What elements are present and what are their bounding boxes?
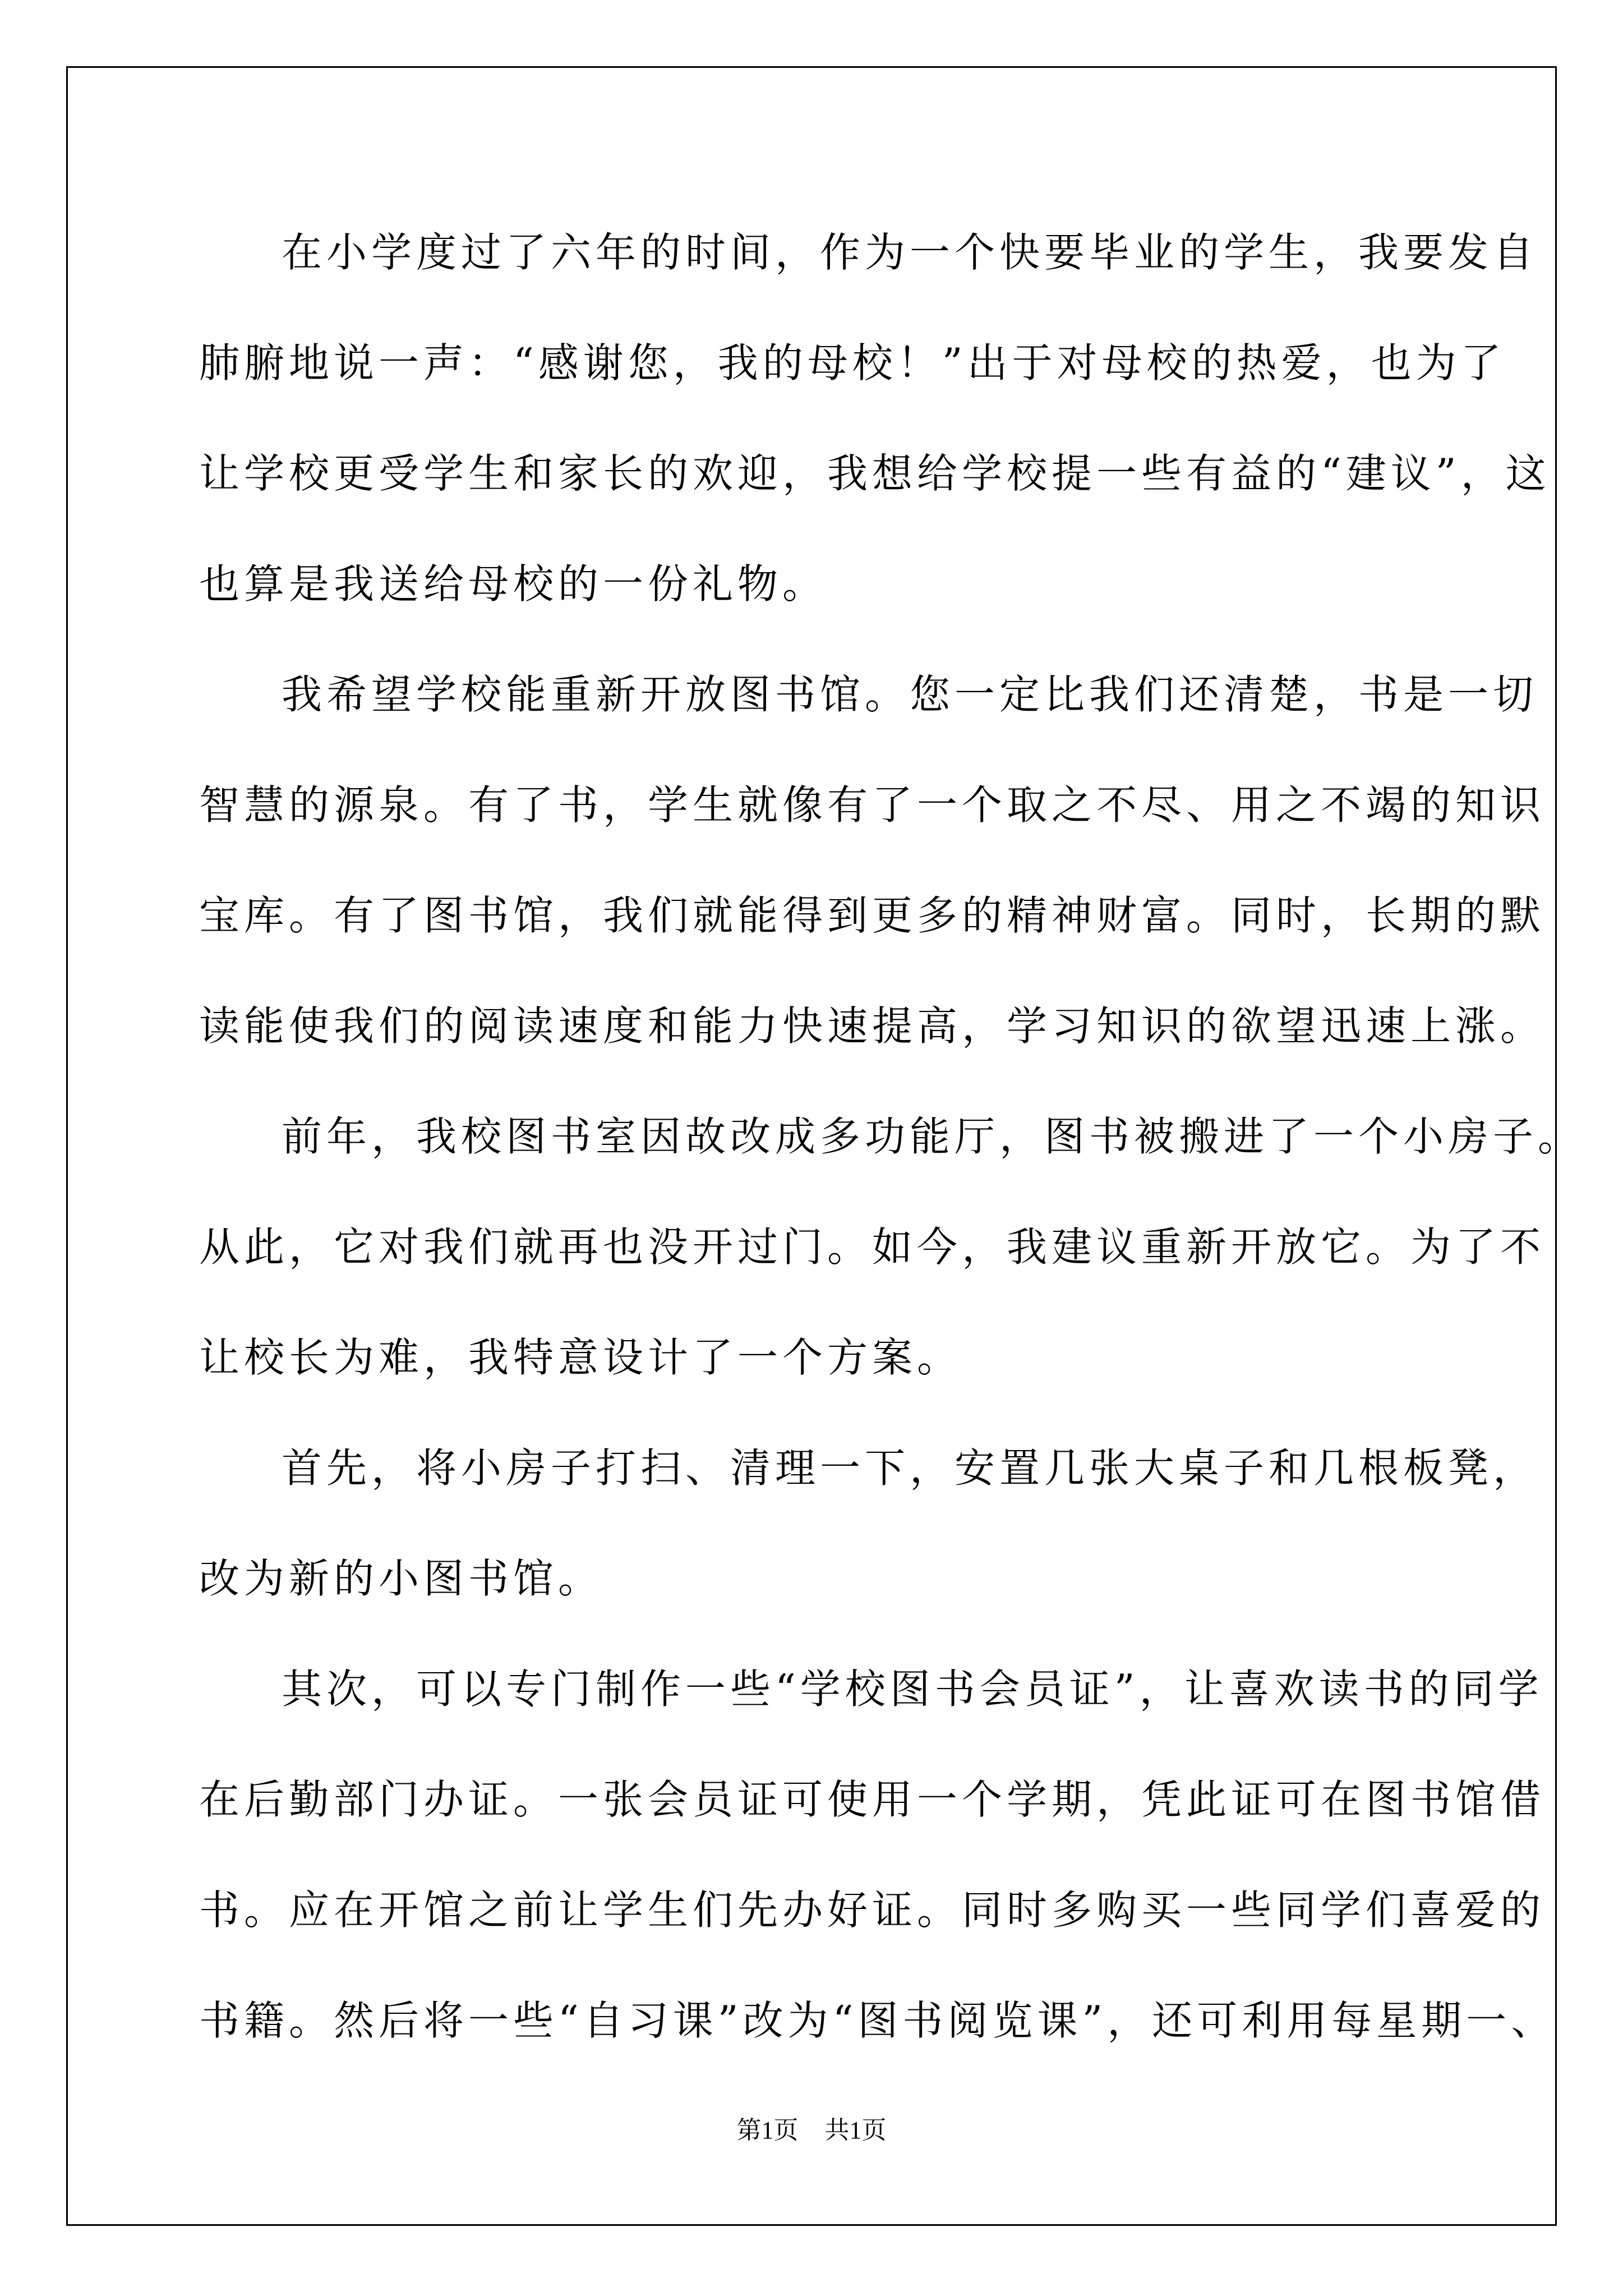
text-line: 书籍。然后将一些“自习课”改为“图书阅览课”，还可利用每星期一、 <box>199 1997 1556 2044</box>
text-line: 让学校更受学生和家长的欢迎，我想给学校提一些有益的“建议”，这 <box>199 450 1551 497</box>
text-line: 在小学度过了六年的时间，作为一个快要毕业的学生，我要发自 <box>282 229 1538 276</box>
text-line: 读能使我们的阅读速度和能力快速提高，学习知识的欲望迅速上涨。 <box>199 1002 1546 1050</box>
text-line: 前年，我校图书室因故改成多功能厅，图书被搬进了一个小房子。 <box>282 1113 1583 1160</box>
text-line: 肺腑地说一声：“感谢您，我的母校！”出于对母校的热爱，也为了 <box>199 339 1506 386</box>
page-number: 第1页 <box>736 2116 799 2144</box>
text-line: 宝库。有了图书馆，我们就能得到更多的精神财富。同时，长期的默 <box>199 892 1546 939</box>
page-footer <box>0 2114 1623 2147</box>
text-line: 我希望学校能重新开放图书馆。您一定比我们还清楚，书是一切 <box>282 671 1538 718</box>
text-line: 首先，将小房子打扫、清理一下，安置几张大桌子和几根板凳， <box>282 1444 1538 1492</box>
text-line: 其次，可以专门制作一些“学校图书会员证”，让喜欢读书的同学 <box>282 1665 1543 1713</box>
text-line: 智慧的源泉。有了书，学生就像有了一个取之不尽、用之不竭的知识 <box>199 781 1546 829</box>
page-total: 共1页 <box>824 2116 887 2144</box>
text-line: 也算是我送给母校的一份礼物。 <box>199 560 828 608</box>
text-line: 书。应在开馆之前让学生们先办好证。同时多购买一些同学们喜爱的 <box>199 1887 1546 1934</box>
text-line: 让校长为难，我特意设计了一个方案。 <box>199 1334 962 1381</box>
text-line: 从此，它对我们就再也没开过门。如今，我建议重新开放它。为了不 <box>199 1223 1546 1271</box>
text-line: 在后勤部门办证。一张会员证可使用一个学期，凭此证可在图书馆借 <box>199 1776 1546 1823</box>
document-body <box>199 208 1583 2086</box>
text-line: 改为新的小图书馆。 <box>199 1555 603 1602</box>
